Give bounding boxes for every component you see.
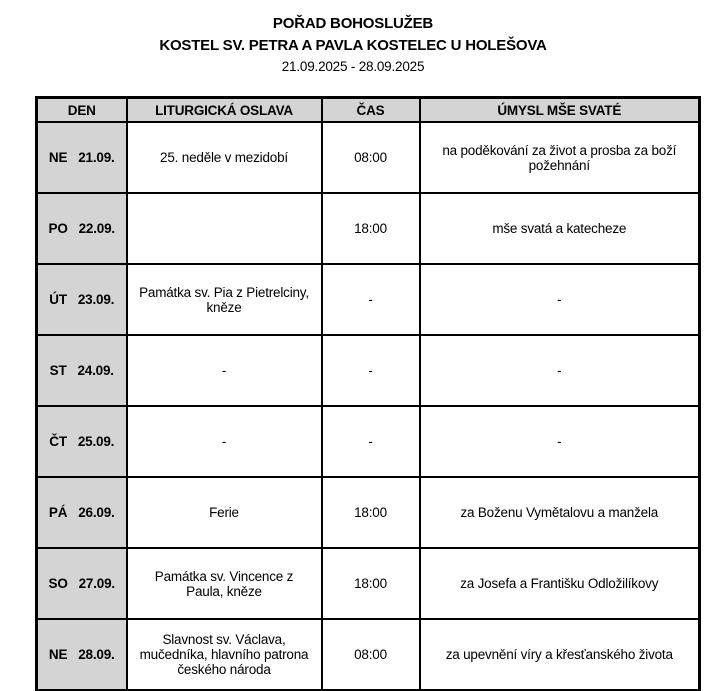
table-row — [37, 335, 700, 406]
day-label — [42, 505, 122, 520]
intention-cell: na poděkování za život a prosba za boží požehnání — [420, 122, 700, 193]
celebration-cell — [127, 193, 322, 264]
day-date: 23.09. — [77, 292, 115, 307]
celebration-cell: 25. neděle v mezidobí — [127, 122, 322, 193]
day-cell — [37, 477, 127, 548]
header-cell-liturgicka-oslava: LITURGICKÁ OSLAVA — [127, 98, 322, 123]
table-row — [37, 122, 700, 193]
time-cell: 18:00 — [322, 193, 420, 264]
header-cell-cas: ČAS — [322, 98, 420, 123]
day-cell — [37, 122, 127, 193]
celebration-cell: Ferie — [127, 477, 322, 548]
intention-cell: - — [420, 406, 700, 477]
table-row — [37, 406, 700, 477]
header-cell-umysl-mse-svate: ÚMYSL MŠE SVATÉ — [420, 98, 700, 123]
intention-cell: za Josefa a Františku Odložilíkovy — [420, 548, 700, 619]
table-row — [37, 548, 700, 619]
header-row — [37, 98, 700, 123]
day-label — [42, 150, 122, 165]
day-cell — [37, 406, 127, 477]
day-cell — [37, 264, 127, 335]
celebration-cell: - — [127, 406, 322, 477]
schedule-table-body — [37, 122, 700, 691]
day-label — [42, 576, 122, 591]
date-range: 21.09.2025 - 28.09.2025 — [281, 59, 425, 74]
time-cell: - — [322, 264, 420, 335]
day-label — [42, 434, 122, 449]
day-abbrev: ČT — [49, 434, 67, 449]
day-abbrev: SO — [48, 576, 68, 591]
day-date: 28.09. — [78, 647, 115, 662]
intention-cell: za Boženu Vymětalovu a manžela — [420, 477, 700, 548]
day-date: 27.09. — [78, 576, 115, 591]
document-header — [0, 13, 706, 77]
day-cell — [37, 548, 127, 619]
day-label — [42, 647, 122, 662]
day-abbrev: NE — [48, 150, 68, 165]
time-cell: 18:00 — [322, 548, 420, 619]
time-cell: 18:00 — [322, 477, 420, 548]
celebration-cell: Slavnost sv. Václava, mučedníka, hlavního patrona českého národa — [127, 619, 322, 691]
church-name: KOSTEL SV. PETRA A PAVLA KOSTELEC U HOLEŠOVA — [159, 37, 547, 54]
day-date: 24.09. — [77, 363, 114, 378]
page-title: POŘAD BOHOSLUŽEB — [272, 15, 434, 32]
time-cell: - — [322, 335, 420, 406]
intention-cell: - — [420, 335, 700, 406]
table-row — [37, 193, 700, 264]
time-cell: 08:00 — [322, 122, 420, 193]
time-cell: 08:00 — [322, 619, 420, 691]
day-abbrev: PO — [48, 221, 68, 236]
table-row — [37, 264, 700, 335]
day-label — [42, 292, 122, 307]
day-date: 21.09. — [78, 150, 115, 165]
day-abbrev: ÚT — [49, 292, 67, 307]
schedule-table-head — [37, 98, 700, 123]
day-date: 22.09. — [78, 221, 115, 236]
intention-cell: - — [420, 264, 700, 335]
intention-cell: mše svatá a katecheze — [420, 193, 700, 264]
day-label — [42, 363, 122, 378]
time-cell: - — [322, 406, 420, 477]
day-abbrev: NE — [48, 647, 68, 662]
celebration-cell: - — [127, 335, 322, 406]
day-abbrev: PÁ — [48, 505, 68, 520]
day-cell — [37, 193, 127, 264]
intention-cell: za upevnění víry a křesťanského života — [420, 619, 700, 691]
day-date: 25.09. — [77, 434, 115, 449]
day-cell — [37, 619, 127, 691]
table-row — [37, 619, 700, 691]
day-abbrev: ST — [49, 363, 67, 378]
day-label — [42, 221, 122, 236]
header-cell-den: DEN — [37, 98, 127, 123]
celebration-cell: Památka sv. Pia z Pietrelciny, kněze — [127, 264, 322, 335]
celebration-cell: Památka sv. Vincence z Paula, kněze — [127, 548, 322, 619]
table-row — [37, 477, 700, 548]
day-cell — [37, 335, 127, 406]
day-date: 26.09. — [78, 505, 115, 520]
schedule-table — [35, 96, 701, 691]
